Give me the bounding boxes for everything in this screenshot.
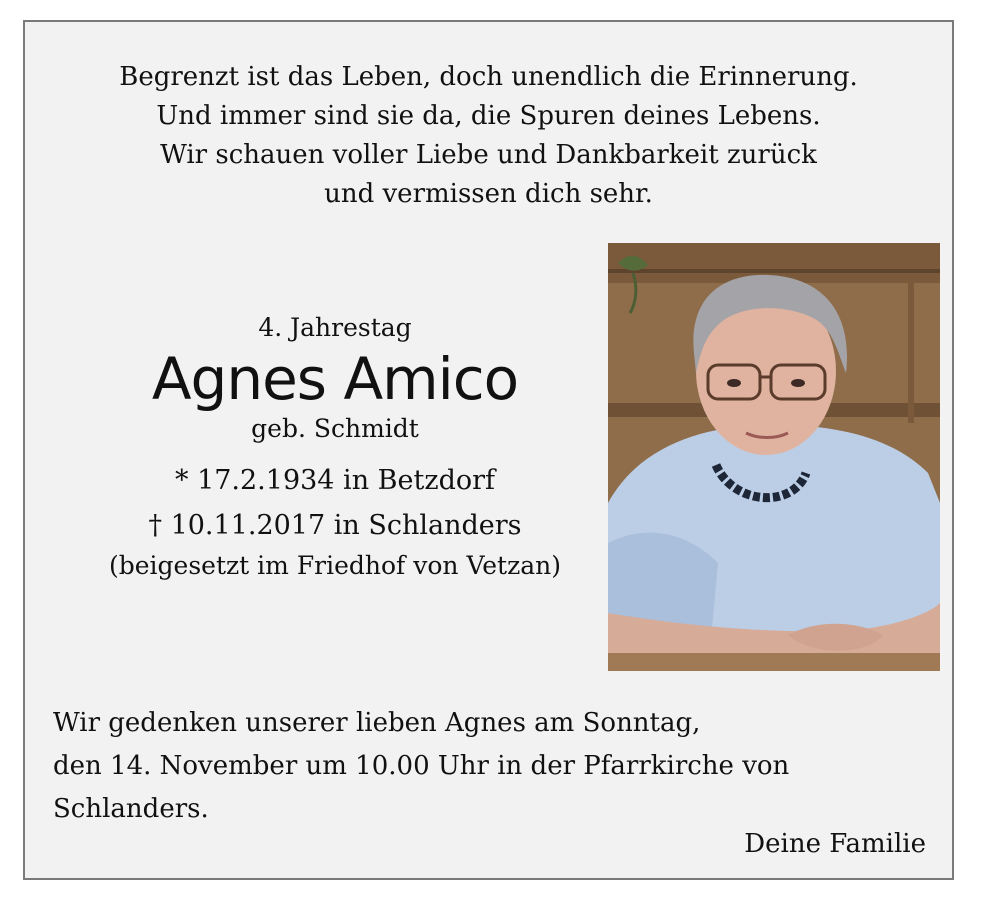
poem-line: Wir schauen voller Liebe und Dankbarkeit zurück	[160, 140, 817, 170]
obituary-card	[23, 20, 954, 880]
poem-line: und vermissen dich sehr.	[324, 179, 653, 209]
poem-line: Begrenzt ist das Leben, doch unendlich die Erinnerung.	[119, 62, 858, 92]
family-signature: Deine Familie	[744, 829, 926, 859]
memorial-announcement	[53, 702, 789, 831]
poem-line: Und immer sind sie da, die Spuren deines Lebens.	[156, 101, 821, 131]
death-date: † 10.11.2017 in Schlanders	[148, 510, 522, 541]
memorial-line: Wir gedenken unserer lieben Agnes am Sonntag,	[53, 708, 701, 738]
maiden-name: geb. Schmidt	[251, 414, 419, 443]
portrait-photo	[608, 243, 940, 671]
memorial-poem	[25, 58, 952, 214]
memorial-line: Schlanders.	[53, 794, 209, 824]
birth-date: * 17.2.1934 in Betzdorf	[174, 465, 496, 496]
portrait-illustration	[608, 243, 940, 671]
anniversary-label: 4. Jahrestag	[258, 313, 412, 342]
burial-note: (beigesetzt im Friedhof von Vetzan)	[108, 551, 562, 580]
memorial-line: den 14. November um 10.00 Uhr in der Pfarrkirche von	[53, 751, 790, 781]
person-info	[45, 304, 625, 584]
person-name: Agnes Amico	[151, 345, 519, 413]
